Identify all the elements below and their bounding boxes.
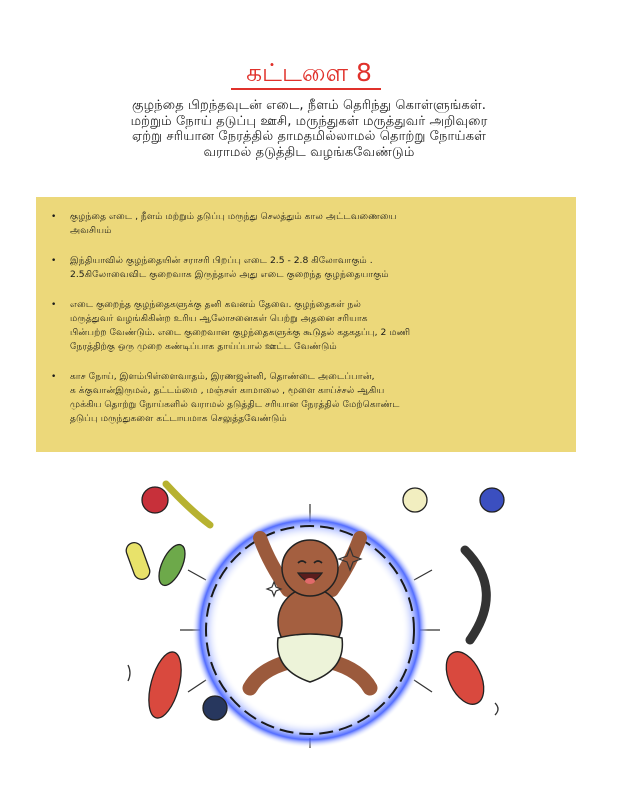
intro-line: குழந்தை பிறந்தவுடன் எடை, நீளம் தெரிந்து கொள்ளுங்கள். xyxy=(132,98,486,113)
intro-line: மற்றும் நோய் தடுப்பு ஊசி, மருந்துகள் மருத்துவர் அறிவுரை xyxy=(130,113,488,129)
intro-line: வராமல் தடுத்திட வழங்கவேண்டும் xyxy=(203,144,415,160)
bullet-line: முக்கிய தொற்று நோய்களில் வராமல் தடுத்திட சரியான நேரத்தில் மேற்கொண்ட xyxy=(70,399,400,410)
bullet-line: 2.5கிலோவைவிட குறைவாக இருந்தால் அது எடை குறைந்த குழந்தையாகும் xyxy=(70,269,389,280)
bullet-line: மருத்துவர் வழங்கிகின்ற உரிய ஆலோசனைகள் பெற்று அதனை சரியாக xyxy=(70,313,368,324)
page-title: கட்டளை 8 xyxy=(246,58,372,87)
bullet-text xyxy=(70,254,565,282)
bullet-marker: • xyxy=(51,256,57,266)
bullet-line: காச நோய், இளம்பிள்ளைவாதம், இரணஜன்னி, தொண்டை அடைப்பான், xyxy=(70,371,375,382)
bullet-line: எடை குறைந்த குழந்தைகளுக்கு தனி கவனம் தேவை. குழந்தைகள் நல் xyxy=(70,299,361,310)
bullet-line: அவசியம் xyxy=(70,225,112,236)
info-box xyxy=(36,197,576,452)
bullet-line: பின்பற்ற வேண்டும். எடை குறைவான குழந்தைகளுக்கு கூடுதல் கதகதப்பு, 2 மணி xyxy=(70,327,411,338)
intro-paragraph xyxy=(70,98,548,160)
title-underline xyxy=(231,88,381,90)
bullet-line: இந்தியாவில் குழந்தையின் சராசரி பிறப்பு எடை 2.5 - 2.8 கிலோவாகும் . xyxy=(70,255,373,266)
bullet-marker: • xyxy=(51,300,57,310)
bullet-line: குழந்தை எடை , நீளம் மற்றும் தடுப்பு மருந்து செலத்தும் கால அட்டவணையை xyxy=(70,211,397,222)
bullet-marker: • xyxy=(51,212,57,222)
bullet-text xyxy=(70,370,565,426)
bullet-line: தடுப்பு மருந்துகளை கட்டாயமாக செலுத்தவேண்டும் xyxy=(70,413,287,424)
bullet-text xyxy=(70,298,565,354)
intro-line: ஏற்று சரியான நேரத்தில் தாமதமில்லாமல் தொற்று நோய்கள் xyxy=(131,129,487,145)
bullet-line: நேரத்திற்கு ஒரு முறை கண்டிப்பாக தாய்ப்பால் ஊட்ட வேண்டும் xyxy=(70,341,337,352)
bullet-marker: • xyxy=(51,372,57,382)
bullet-line: க க்குவான்இருமல், தட்டம்மை , மஞ்சள் காமாலை , மூளை காய்ச்சல் ஆகிய xyxy=(70,385,385,396)
baby-protection-illustration xyxy=(110,470,510,750)
bullet-text xyxy=(70,210,565,238)
